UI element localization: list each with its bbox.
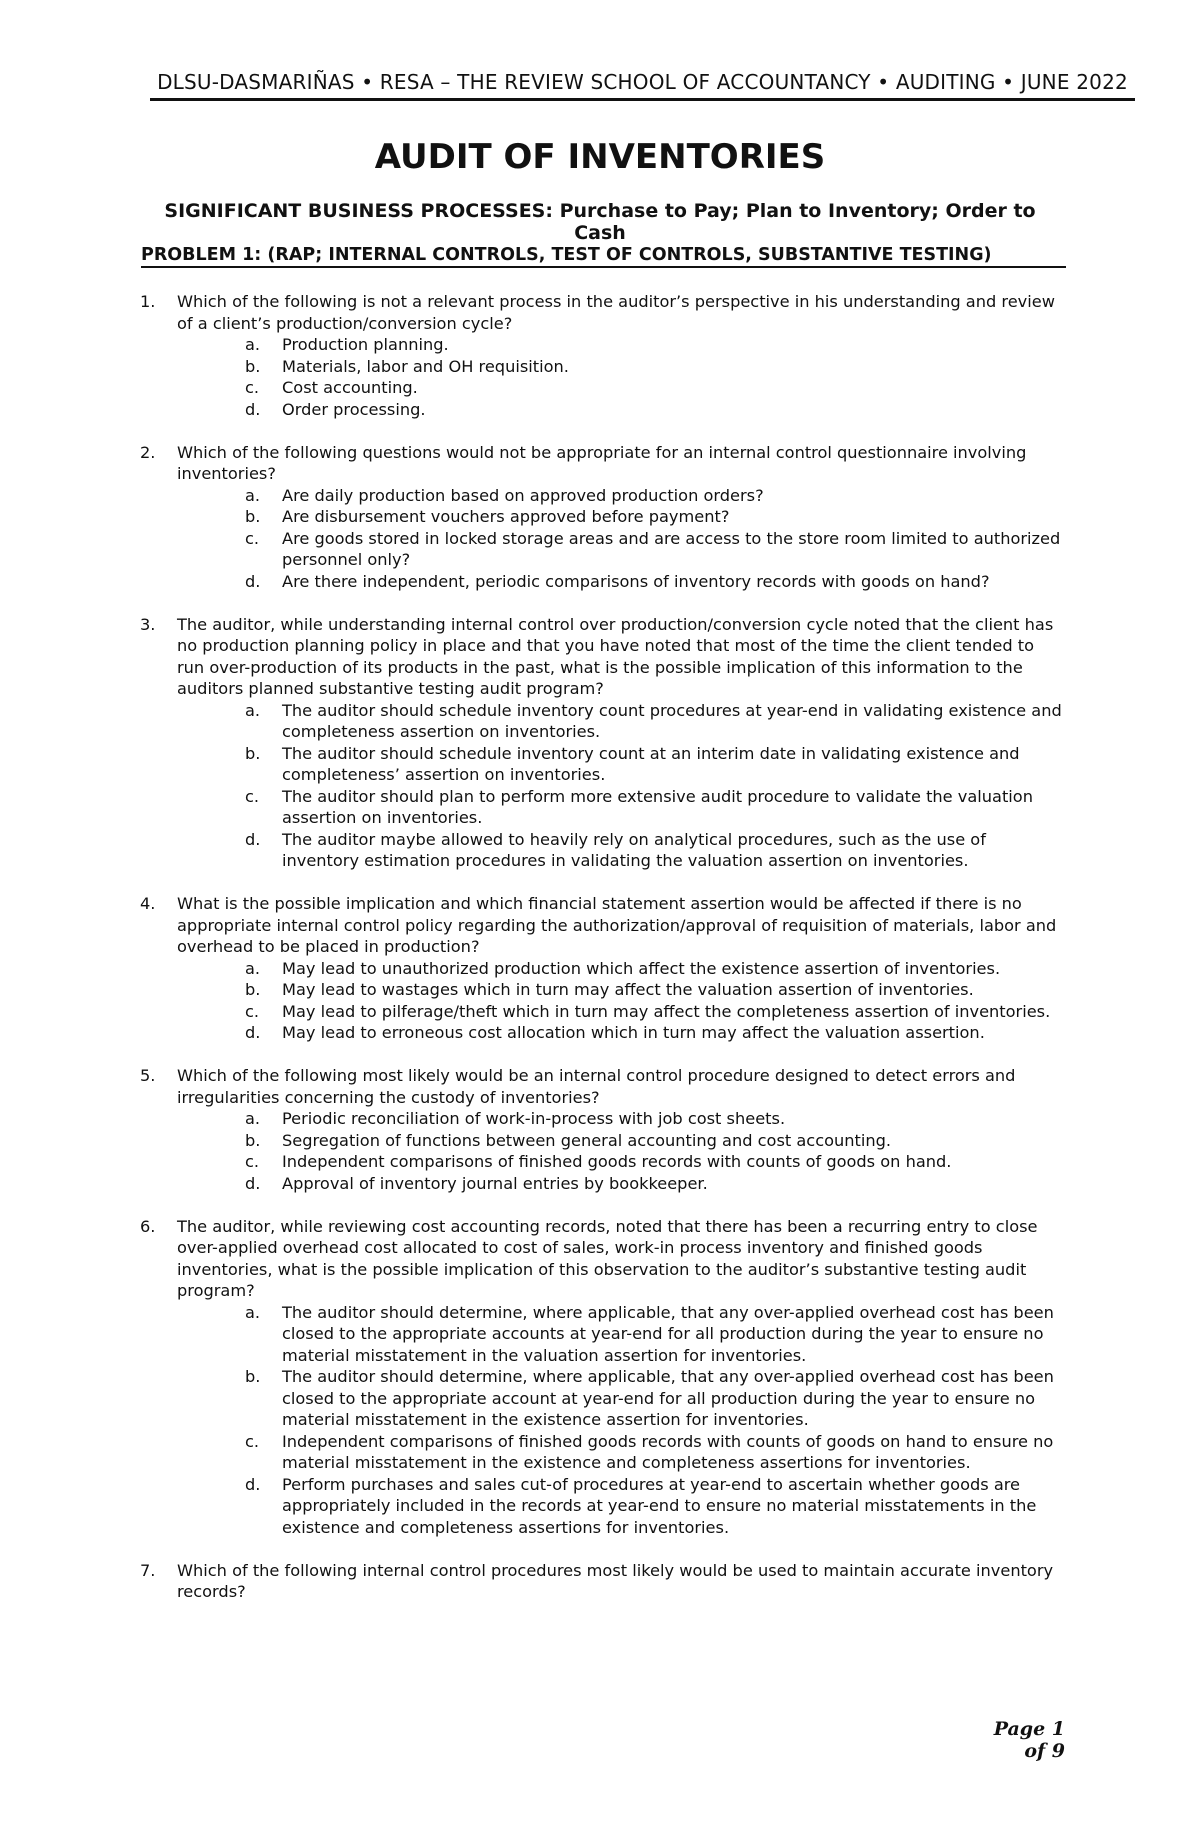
option-text: Periodic reconciliation of work-in-process with job cost sheets. [282,1109,786,1128]
option-letter: b. [245,1130,261,1150]
header-rule [150,98,1135,101]
option-letter: a. [245,1109,261,1128]
question-item [140,893,1065,1044]
option-letter: c. [245,1431,260,1451]
question-number: 2. [140,442,156,462]
question-item [140,614,1065,872]
option-text: The auditor should schedule inventory count procedures at year-end in validating existence and completeness assertion on inventories. [282,700,1062,741]
answer-option [177,356,1065,378]
option-letter: a. [245,958,261,978]
option-text: Are disbursement vouchers approved before payment? [282,507,730,526]
answer-option [177,829,1065,872]
option-text: May lead to pilferage/theft which in turn may affect the completeness assertion of inventories. [282,1001,1051,1021]
answer-option [177,485,1065,507]
question-number: 4. [140,894,156,913]
option-letter: c. [245,1001,260,1021]
question-number: 6. [140,1216,156,1236]
option-text: Perform purchases and sales cut-of procedures at year-end to ascertain whether goods are appropriately included in the records at year-end to ensure no material misstatements in the existence and completeness assertions for inventories. [282,1474,1037,1537]
option-list [177,700,1065,872]
question-item [140,1216,1065,1539]
answer-option [177,334,1065,356]
option-letter: a. [245,700,261,720]
option-letter: a. [245,335,261,354]
option-list [177,1108,1065,1194]
question-text: Which of the following is not a relevant process in the auditor’s perspective in his understanding and review of a client’s production/conversion cycle? [177,292,1055,333]
option-text: Are there independent, periodic comparisons of inventory records with goods on hand? [282,571,990,591]
question-number: 7. [140,1560,156,1580]
question-item [140,291,1065,420]
answer-option [177,506,1065,528]
option-list [177,1302,1065,1539]
question-number: 1. [140,292,156,311]
question-text: The auditor, while understanding internal control over production/conversion cycle noted that the client has no production planning policy in place and that you have noted that most of the time the client tended to run over-production of its products in the past, what is the possible implication of this information to the auditors planned substantive testing audit program? [177,614,1054,698]
option-letter: b. [245,507,261,526]
answer-option [177,1001,1065,1023]
option-letter: c. [245,1152,260,1171]
option-text: Independent comparisons of finished goods records with counts of goods on hand to ensure no material misstatement in the existence and completeness assertions for inventories. [282,1431,1054,1472]
option-letter: d. [245,829,261,849]
option-text: Cost accounting. [282,378,418,397]
question-text: Which of the following most likely would be an internal control procedure designed to detect errors and irregularities concerning the custody of inventories? [177,1066,1016,1107]
answer-option [177,377,1065,399]
question-text: What is the possible implication and which financial statement assertion would be affected if there is no appropriate internal control policy regarding the authorization/approval of requisition of materials, labor and overhead to be placed in production? [177,894,1057,956]
option-text: Are daily production based on approved production orders? [282,485,764,505]
option-letter: d. [245,1173,261,1193]
document-title: AUDIT OF INVENTORIES [374,137,826,177]
option-text: May lead to unauthorized production which affect the existence assertion of inventories. [282,958,1001,978]
option-list [177,958,1065,1044]
option-text: Production planning. [282,335,449,354]
option-letter: b. [245,1367,261,1386]
answer-option [177,1022,1065,1044]
question-number: 3. [140,614,156,634]
option-letter: a. [245,1302,261,1322]
problem-heading: PROBLEM 1: (RAP; INTERNAL CONTROLS, TEST OF CONTROLS, SUBSTANTIVE TESTING) [141,245,1066,268]
option-text: Order processing. [282,399,426,419]
option-text: Segregation of functions between general accounting and cost accounting. [282,1130,892,1150]
option-text: The auditor maybe allowed to heavily rely on analytical procedures, such as the use of inventory estimation procedures in validating the valuation assertion on inventories. [282,829,986,870]
option-letter: d. [245,399,261,419]
answer-option [177,1151,1065,1173]
option-text: The auditor should determine, where applicable, that any over-applied overhead cost has been closed to the appropriate accounts at year-end for all production during the year to ensure no material misstatement in the valuation assertion for inventories. [282,1302,1054,1365]
question-text: Which of the following internal control procedures most likely would be used to maintain accurate inventory records? [177,1560,1054,1601]
answer-option [177,1474,1065,1539]
running-header: DLSU-DASMARIÑAS • RESA – THE REVIEW SCHOOL OF ACCOUNTANCY • AUDITING • JUNE 2022 [157,70,1128,94]
option-letter: c. [245,786,260,806]
answer-option [177,786,1065,829]
answer-option [177,1302,1065,1367]
answer-option [177,979,1065,1001]
question-item [140,442,1065,593]
option-list [177,334,1065,420]
answer-option [177,958,1065,980]
option-letter: d. [245,1474,261,1494]
answer-option [177,1173,1065,1195]
option-letter: d. [245,1023,261,1042]
option-text: Approval of inventory journal entries by bookkeeper. [282,1173,708,1193]
question-text: The auditor, while reviewing cost accounting records, noted that there has been a recurring entry to close over-applied overhead cost allocated to cost of sales, work-in process inventory and finished goods inventories, what is the possible implication of this observation to the auditor’s substantive testing audit program? [177,1216,1038,1300]
question-item [140,1560,1065,1603]
question-text: Which of the following questions would not be appropriate for an internal control questionnaire involving inventories? [177,442,1027,483]
option-text: May lead to erroneous cost allocation which in turn may affect the valuation assertion. [282,1023,985,1042]
option-letter: a. [245,485,261,505]
option-text: The auditor should determine, where applicable, that any over-applied overhead cost has been closed to the appropriate account at year-end for all production during the year to ensure no material misstatement in the existence assertion for inventories. [282,1367,1054,1429]
answer-option [177,1130,1065,1152]
answer-option [177,571,1065,593]
option-text: May lead to wastages which in turn may affect the valuation assertion of inventories. [282,980,974,999]
page-number: Page 1 of 9 [993,1718,1065,1762]
answer-option [177,399,1065,421]
answer-option [177,743,1065,786]
option-text: The auditor should schedule inventory count at an interim date in validating existence and completeness’ assertion on inventories. [282,743,1020,784]
question-number: 5. [140,1066,156,1085]
question-item [140,1065,1065,1194]
answer-option [177,1108,1065,1130]
option-list [177,485,1065,593]
option-text: Materials, labor and OH requisition. [282,356,569,376]
option-text: Independent comparisons of finished goods records with counts of goods on hand. [282,1152,952,1171]
question-list [140,291,1065,1624]
option-letter: b. [245,980,261,999]
answer-option [177,528,1065,571]
document-subtitle: SIGNIFICANT BUSINESS PROCESSES: Purchase to Pay; Plan to Inventory; Order to Cash [164,200,1036,244]
answer-option [177,700,1065,743]
option-letter: c. [245,378,260,397]
option-letter: d. [245,571,261,591]
answer-option [177,1366,1065,1431]
option-text: The auditor should plan to perform more extensive audit procedure to validate the valuation assertion on inventories. [282,786,1033,827]
option-letter: c. [245,528,260,548]
option-letter: b. [245,356,261,376]
option-text: Are goods stored in locked storage areas and are access to the store room limited to authorized personnel only? [282,528,1061,569]
option-letter: b. [245,743,261,763]
answer-option [177,1431,1065,1474]
